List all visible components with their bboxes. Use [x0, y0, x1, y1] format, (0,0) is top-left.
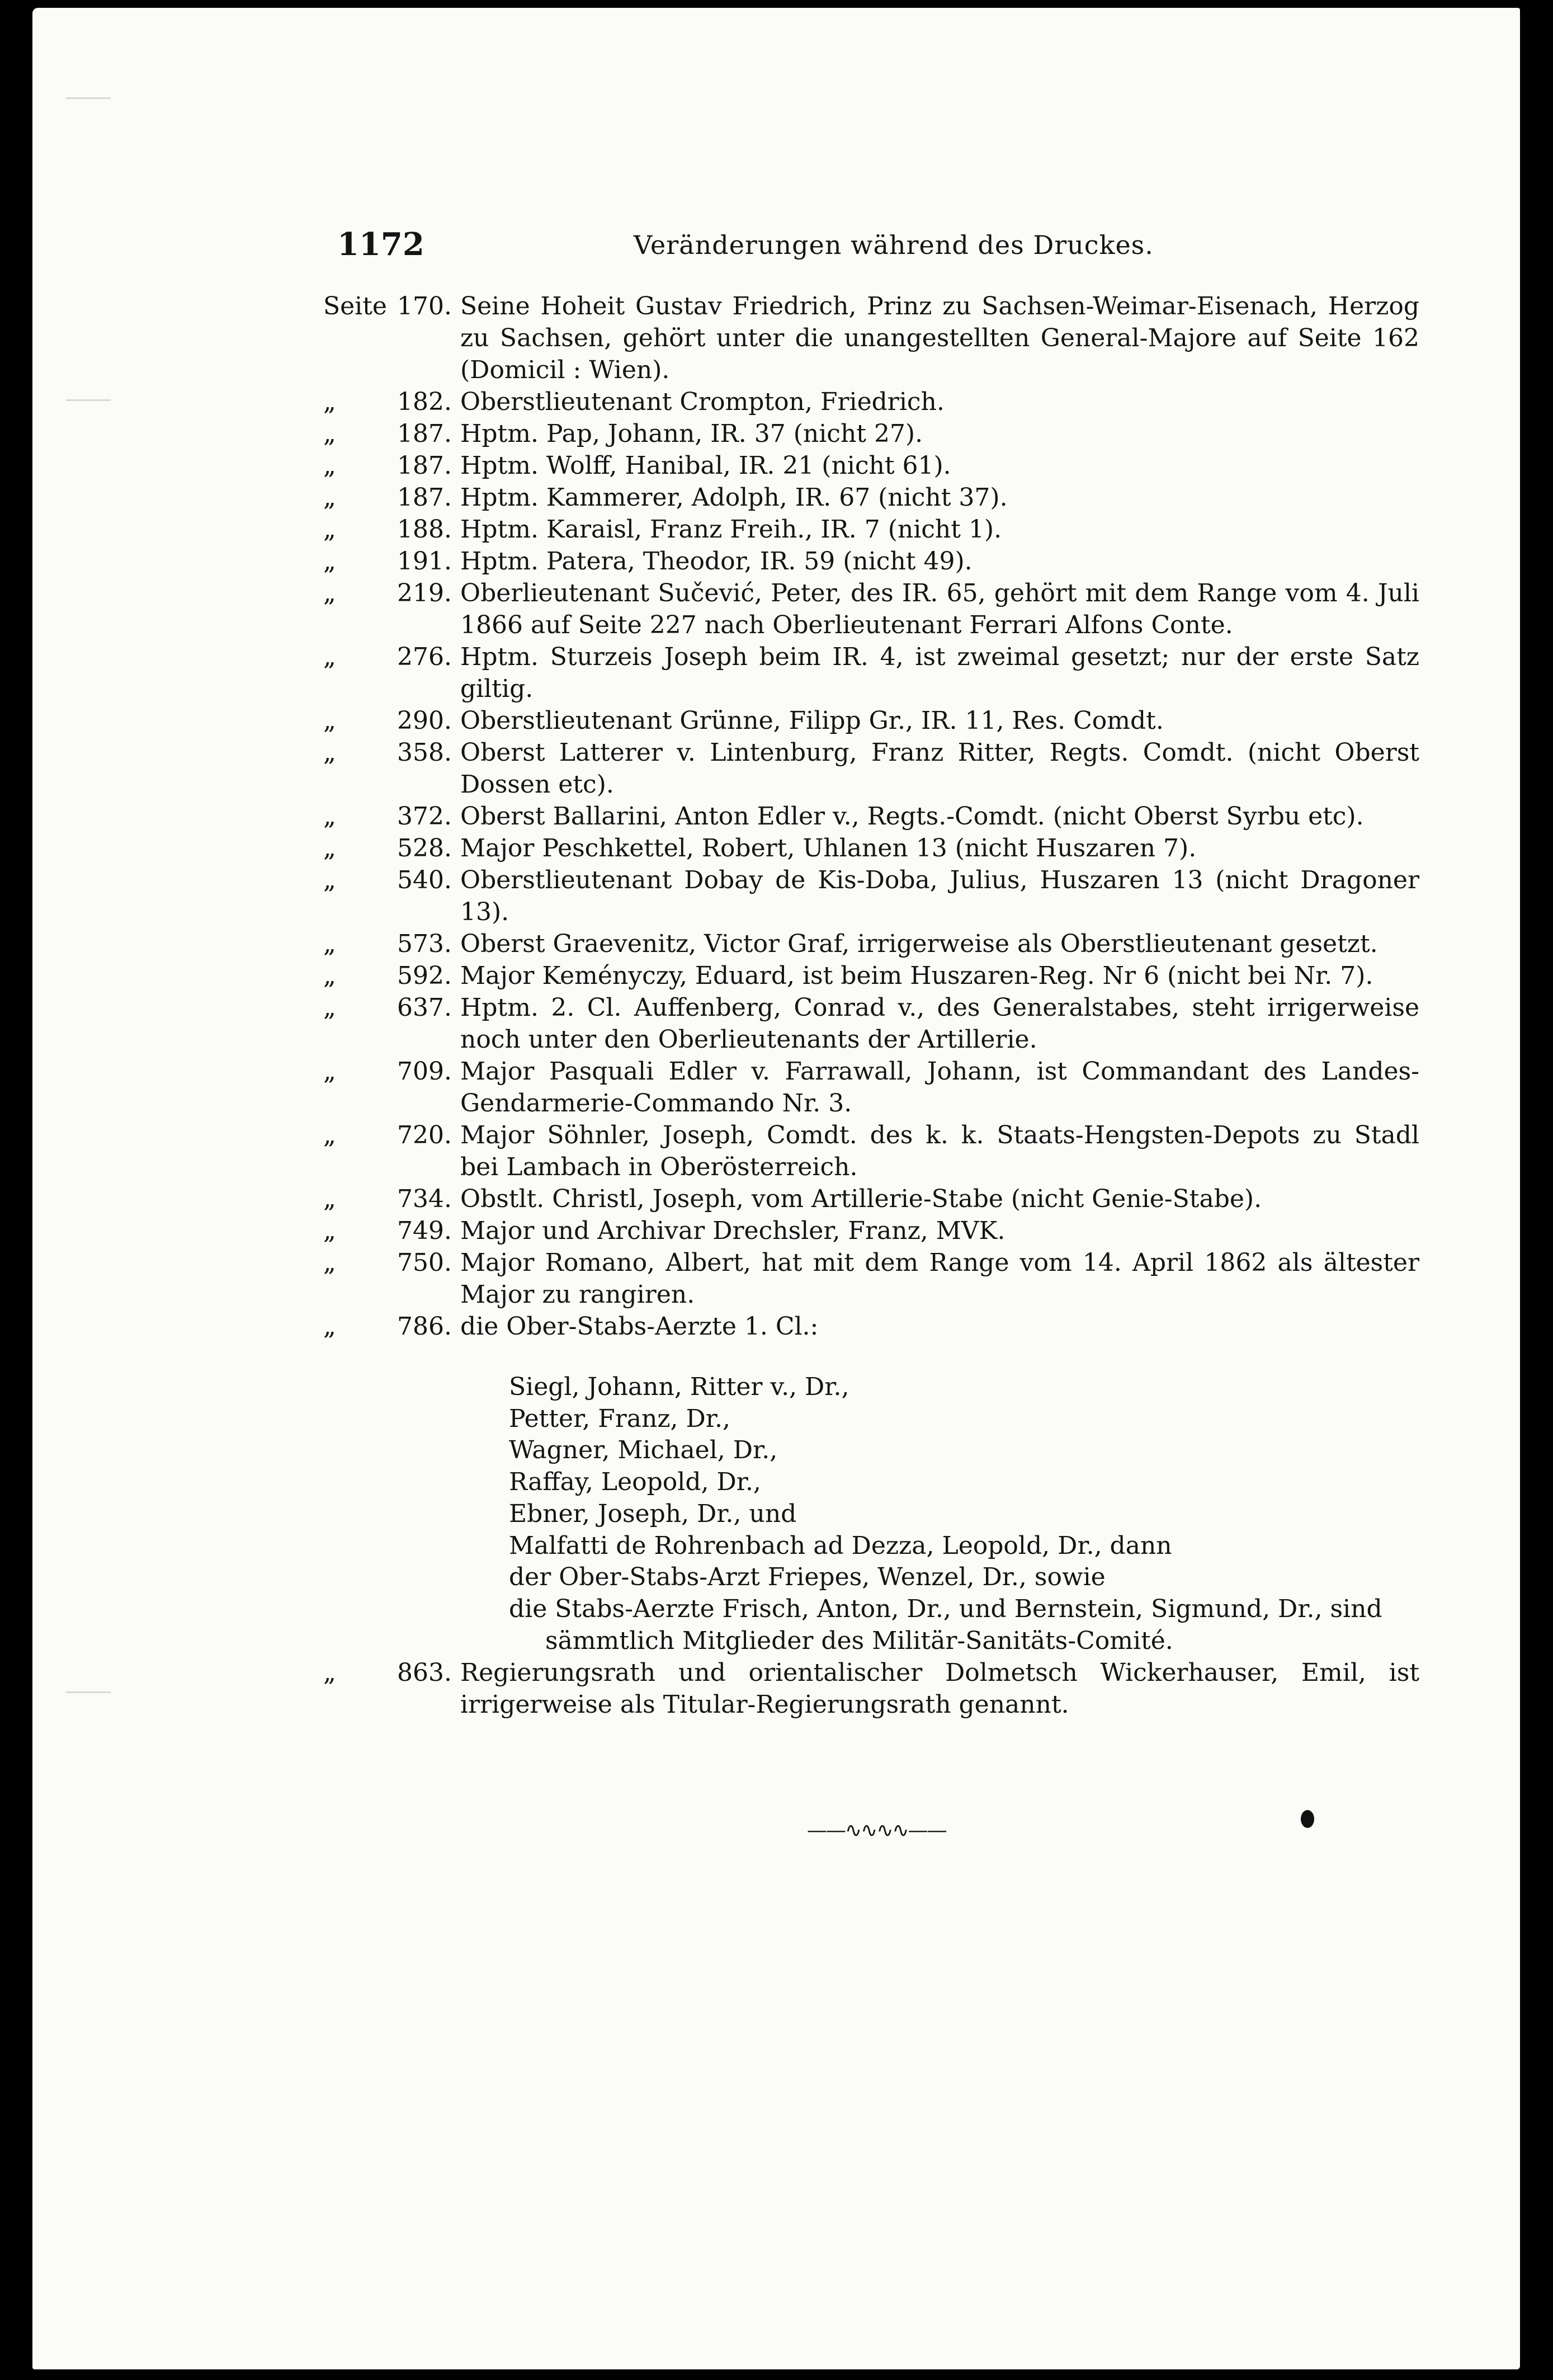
ditto-mark: „: [323, 706, 336, 735]
page-reference: 592.: [397, 962, 452, 990]
page-reference: 219.: [397, 579, 452, 607]
page-reference: 188.: [397, 515, 452, 544]
ink-dot: [1301, 1810, 1314, 1828]
list-item: [323, 800, 1419, 832]
list-item: [323, 418, 1419, 450]
ditto-mark: „: [323, 930, 336, 958]
list-item: [323, 290, 1419, 386]
entry-text: Major Söhnler, Joseph, Comdt. des k. k. Staats-Hengsten-Depots zu Stadl bei Lambach in Oberösterreich.: [460, 1121, 1419, 1181]
page-reference: 786.: [397, 1312, 452, 1341]
entry-text: Oberst Graevenitz, Victor Graf, irrigerweise als Oberstlieutenant gesetzt.: [460, 930, 1378, 958]
entry-text: Hptm. 2. Cl. Auffenberg, Conrad v., des Generalstabes, steht irrigerweise noch unter den Oberlieutenants der Artillerie.: [460, 993, 1419, 1054]
entry-text: Hptm. Patera, Theodor, IR. 59 (nicht 49).: [460, 547, 973, 576]
list-item: Siegl, Johann, Ritter v., Dr.,: [509, 1373, 849, 1401]
list-item: [323, 1657, 1419, 1721]
page-reference: 191.: [397, 547, 452, 576]
entry-text: Oberlieutenant Sučević, Peter, des IR. 65, gehört mit dem Range vom 4. Juli 1866 auf Seite 227 nach Oberlieutenant Ferrari Alfons Conte.: [460, 579, 1419, 639]
entry-text: Hptm. Sturzeis Joseph beim IR. 4, ist zweimal gesetzt; nur der erste Satz giltig.: [460, 643, 1419, 703]
ditto-mark: „: [323, 1217, 336, 1245]
entry-text: Obstlt. Christl, Joseph, vom Artillerie-Stabe (nicht Genie-Stabe).: [460, 1185, 1262, 1213]
list-item: [323, 386, 1419, 418]
list-item: [323, 1247, 1419, 1311]
running-head: Veränderungen während des Druckes.: [634, 230, 1154, 260]
page-crease: [66, 1691, 111, 1693]
page-reference: 290.: [397, 706, 452, 735]
ditto-mark: „: [323, 483, 336, 512]
entry-text: Hptm. Kammerer, Adolph, IR. 67 (nicht 37).: [460, 483, 1008, 512]
entry-text: Seine Hoheit Gustav Friedrich, Prinz zu Sachsen-Weimar-Eisenach, Herzog zu Sachsen, gehört unter die unangestellten General-Majore auf Seite 162 (Domicil : Wien).: [460, 292, 1419, 384]
entry-text: Major Peschkettel, Robert, Uhlanen 13 (nicht Huszaren 7).: [460, 834, 1197, 863]
ditto-mark: „: [323, 1312, 336, 1341]
page-reference: 358.: [397, 738, 452, 767]
ditto-mark: „: [323, 1057, 336, 1086]
entry-text: Major Keményczy, Eduard, ist beim Huszaren-Reg. Nr 6 (nicht bei Nr. 7).: [460, 962, 1373, 990]
ditto-mark: „: [323, 547, 336, 576]
page-reference: 750.: [397, 1248, 452, 1277]
list-item: Wagner, Michael, Dr.,: [509, 1436, 778, 1465]
page-reference: 372.: [397, 802, 452, 831]
list-item: [323, 928, 1419, 960]
page-reference: 709.: [397, 1057, 452, 1086]
ditto-mark: „: [323, 388, 336, 416]
list-item: [323, 545, 1419, 577]
ditto-mark: „: [323, 866, 336, 894]
list-item: Malfatti de Rohrenbach ad Dezza, Leopold, Dr., dann: [509, 1531, 1172, 1560]
list-item: [323, 1055, 1419, 1119]
list-item: [323, 577, 1419, 641]
ditto-mark: „: [323, 1185, 336, 1213]
entry-text: Hptm. Pap, Johann, IR. 37 (nicht 27).: [460, 420, 923, 448]
list-item: der Ober-Stabs-Arzt Friepes, Wenzel, Dr., sowie: [509, 1563, 1106, 1592]
list-item: [323, 705, 1419, 737]
list-item: Petter, Franz, Dr.,: [509, 1404, 730, 1433]
entry-text: Oberstlieutenant Crompton, Friedrich.: [460, 388, 945, 416]
entry-text: Regierungsrath und orientalischer Dolmetsch Wickerhauser, Emil, ist irrigerweise als Titular-Regierungsrath genannt.: [460, 1658, 1419, 1719]
entry-text: Hptm. Wolff, Hanibal, IR. 21 (nicht 61).: [460, 451, 951, 480]
page-reference: 637.: [397, 993, 452, 1022]
page-reference: 276.: [397, 643, 452, 671]
final-entry: [323, 1657, 1419, 1721]
ditto-mark: „: [323, 1248, 336, 1277]
scanned-page: [32, 8, 1520, 2369]
physician-list: [509, 1372, 1415, 1657]
seite-label: Seite: [323, 292, 387, 321]
page-reference: 573.: [397, 930, 452, 958]
list-item: [323, 1311, 1419, 1342]
entry-text: Hptm. Karaisl, Franz Freih., IR. 7 (nicht 1).: [460, 515, 1002, 544]
page-reference: 734.: [397, 1185, 452, 1213]
page-crease: [66, 399, 111, 401]
ditto-mark: „: [323, 802, 336, 831]
entry-text: Oberstlieutenant Grünne, Filipp Gr., IR. 11, Res. Comdt.: [460, 706, 1164, 735]
list-item: Ebner, Joseph, Dr., und: [509, 1499, 797, 1528]
list-item: [323, 513, 1419, 545]
page-reference: 540.: [397, 866, 452, 894]
entry-text: Oberst Latterer v. Lintenburg, Franz Ritter, Regts. Comdt. (nicht Oberst Dossen etc).: [460, 738, 1419, 799]
ditto-mark: „: [323, 738, 336, 767]
page-reference: 749.: [397, 1217, 452, 1245]
page-number: 1172: [337, 226, 424, 263]
page-reference: 863.: [397, 1658, 452, 1687]
page-reference: 187.: [397, 420, 452, 448]
entry-text: Major und Archivar Drechsler, Franz, MVK.: [460, 1217, 1006, 1245]
ditto-mark: „: [323, 962, 336, 990]
ditto-mark: „: [323, 1121, 336, 1149]
page-reference: 720.: [397, 1121, 452, 1149]
list-item: [323, 992, 1419, 1055]
list-item: [323, 1183, 1419, 1215]
entry-text: Major Romano, Albert, hat mit dem Range vom 14. April 1862 als ältester Major zu rangiren.: [460, 1248, 1419, 1309]
ditto-mark: „: [323, 834, 336, 863]
list-item: [323, 482, 1419, 513]
ditto-mark: „: [323, 451, 336, 480]
page-reference: 528.: [397, 834, 452, 863]
ditto-mark: „: [323, 515, 336, 544]
list-item: [323, 864, 1419, 928]
entry-text: Oberstlieutenant Dobay de Kis-Doba, Julius, Huszaren 13 (nicht Dragoner 13).: [460, 866, 1419, 926]
page-crease: [66, 97, 111, 99]
ditto-mark: „: [323, 643, 336, 671]
page-reference: 187.: [397, 483, 452, 512]
ditto-mark: „: [323, 993, 336, 1022]
list-item: [323, 450, 1419, 482]
entry-text: die Ober-Stabs-Aerzte 1. Cl.:: [460, 1312, 819, 1341]
closing-ornament: ——∿∿∿∿——: [807, 1819, 946, 1842]
ditto-mark: „: [323, 579, 336, 607]
list-item: [323, 641, 1419, 705]
corrections-list: [323, 290, 1419, 1342]
ditto-mark: „: [323, 420, 336, 448]
list-item: Raffay, Leopold, Dr.,: [509, 1468, 761, 1497]
list-item: die Stabs-Aerzte Frisch, Anton, Dr., und Bernstein, Sigmund, Dr., sind: [509, 1594, 1382, 1623]
page-reference: 182.: [397, 388, 452, 416]
entry-text: Major Pasquali Edler v. Farrawall, Johann, ist Commandant des Landes-Gendarmerie-Commando Nr. 3.: [460, 1057, 1419, 1118]
list-item: sämmtlich Mitglieder des Militär-Sanitäts-Comité.: [545, 1626, 1173, 1655]
entry-text: Oberst Ballarini, Anton Edler v., Regts.-Comdt. (nicht Oberst Syrbu etc).: [460, 802, 1364, 831]
ditto-mark: „: [323, 1658, 336, 1687]
list-item: [323, 832, 1419, 864]
list-item: [323, 1119, 1419, 1183]
list-item: [323, 737, 1419, 800]
list-item: [323, 960, 1419, 992]
page-reference: 170.: [397, 292, 452, 321]
list-item: [323, 1215, 1419, 1247]
page-reference: 187.: [397, 451, 452, 480]
